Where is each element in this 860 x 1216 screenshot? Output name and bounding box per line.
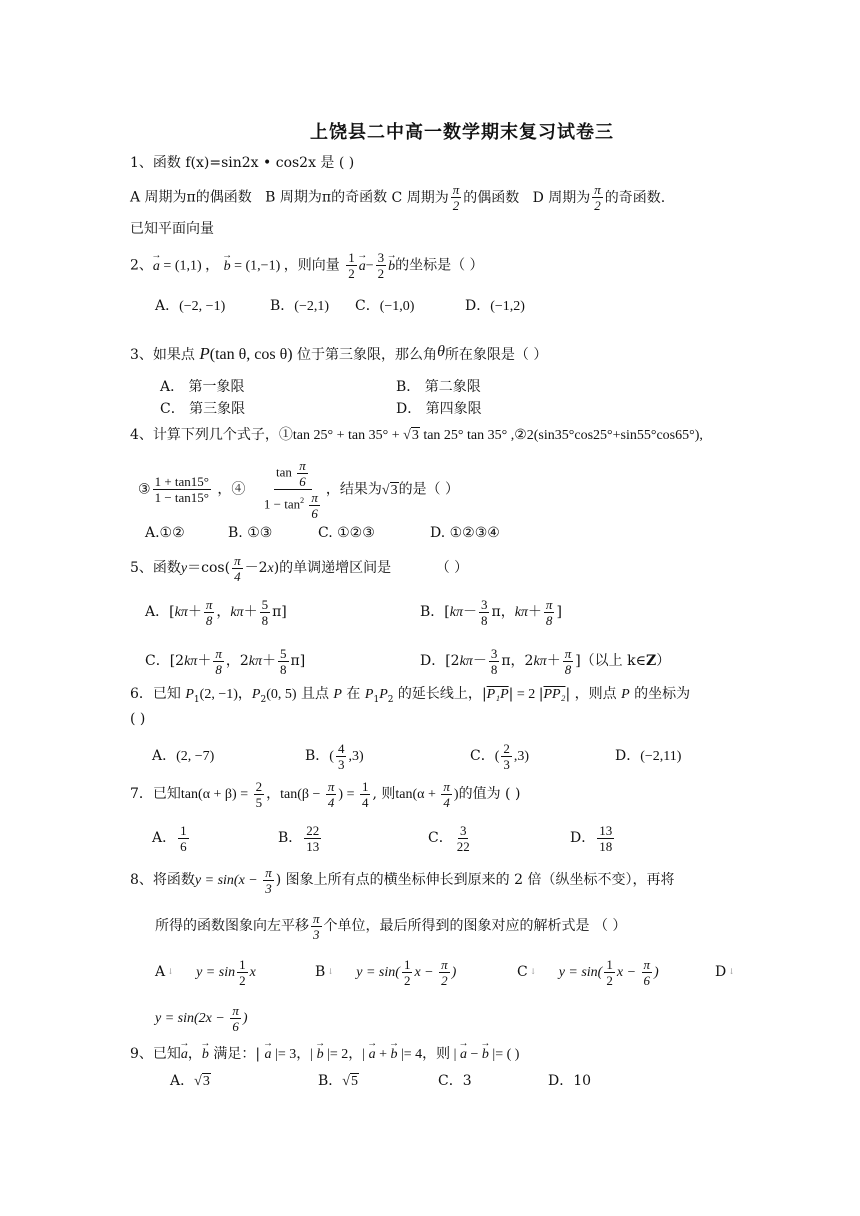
q8-option-a: A ↓ y = sin $\frac{1}{2}$ x [155, 956, 256, 988]
q7-option-a: A． $\frac{1}{6}$ [152, 822, 187, 854]
q8-stem-line2: 所得的函数图象向左平移 $\frac{\pi}{3}$ 个单位，最后所得到的图象对应的解析式是 （ ） [155, 910, 627, 942]
q9-option-d: D．10 [548, 1073, 592, 1089]
q3-option-c: C． 第三象限 [160, 401, 246, 417]
q4-stem: 4、计算下列几个式子，①tan 25° + tan 35° + √3 tan 25° tan 35° ,②2(sin35°cos25°+sin55°cos65°), [130, 427, 703, 443]
q5-stem: 5、函数y＝cos( $\frac{\pi}{4}$ －2x)的单调递增区间是 （ ） [130, 552, 469, 584]
q4-option-c: C. ①②③ [318, 525, 375, 541]
q9-option-a: A．√3 [170, 1073, 210, 1089]
q2-option-b: B．(−2,1) [270, 298, 330, 314]
q9-option-c: C．3 [438, 1073, 472, 1089]
q1-option-a: A 周期为π的偶函数 [130, 189, 252, 206]
q7-option-d: D． $\frac{13}{18}$ [570, 822, 613, 854]
q6-option-b: B．( $\frac{4}{3}$ ,3) [305, 740, 364, 772]
q7-option-b: B． $\frac{22}{13}$ [278, 822, 320, 854]
vector-b: → b [224, 258, 231, 276]
q9-option-b: B．√5 [318, 1073, 358, 1089]
q3-option-b: B． 第二象限 [396, 379, 481, 395]
page-title: 上饶县二中高一数学期末复习试卷三 [310, 122, 614, 143]
q1-option-b: B 周期为π的奇函数 [265, 189, 388, 206]
q8-option-c: C ↓ y = sin( $\frac{1}{2}$ x − $\frac{\pi}{6}$ ) [517, 956, 659, 988]
q5-option-b: B．[kπ－ $\frac{3}{8}$ π，kπ＋ $\frac{\pi}{8}$ ] [420, 596, 562, 628]
q6-stem: 6．已知 $P_1(2$, −1)，$P_2(0$, 5) 且点 P 在 $P_1P_2$ 的延长线上，|P₁P| = 2 |PP₂| ，则点 P 的坐标为 [130, 686, 691, 705]
q8-option-d-label: D ↓ [715, 964, 735, 980]
q2-option-a: A．(−2, −1) [155, 298, 226, 314]
q8-option-b: B ↓ y = sin( $\frac{1}{2}$ x − $\frac{\pi}{2}$ ) [315, 956, 457, 988]
q5-option-a: A．[kπ＋ $\frac{\pi}{8}$ ，kπ＋ $\frac{5}{8}$ π] [145, 596, 287, 628]
q1-options [130, 182, 665, 213]
q4-option-b: B. ①③ [228, 525, 273, 541]
q6-blank: ( ) [130, 711, 146, 727]
q8-option-d: y = sin(2x − $\frac{\pi}{6}$ ) [155, 1002, 248, 1034]
q1-option-d: D 周期为 $\frac{\pi}{2}$ 的奇函数. [532, 182, 666, 213]
q9-stem: 9、已知→ a，→ b 满足：| → a |= 3，| → b |= 2，| → a + → b |= 4，则 | → a − → b |= ( ) [130, 1045, 519, 1064]
q3-option-a: A． 第一象限 [160, 379, 245, 395]
q6-option-c: C．( $\frac{2}{3}$ ,3) [470, 740, 530, 772]
q2-stem: 2、→ a = (1,1) ， → b = (1,−1) ，则向量 $\frac{1}{2}$ → a− $\frac{3}{2}$ → b的坐标是（ ） [130, 250, 484, 281]
q3-stem: 3、如果点 P(tan θ, cos θ) 位于第三象限，那么角θ所在象限是（ ） [130, 343, 548, 363]
q4-option-a: A.①② [145, 525, 185, 541]
q2-option-d: D．(−1,2) [465, 298, 525, 314]
q4-option-d: D. ①②③④ [430, 525, 500, 541]
q5-option-d: D．[2kπ－ $\frac{3}{8}$ π，2kπ＋ $\frac{\pi}{8}$ ]（以上 k∈Z） [420, 645, 671, 677]
q7-stem: 7．已知tan(α + β) = $\frac{2}{5}$ ，tan(β − $\frac{\pi}{4}$ ) = $\frac{1}{4}$ , 则tan(α + $\frac{\pi}{4}$ )的值为 ( ) [130, 778, 521, 810]
q1-stem: 1、函数 f(x)=sin2x • cos2x 是 ( ) [130, 155, 355, 171]
vector-a: → a [153, 258, 160, 276]
q8-stem: 8、将函数y = sin(x − $\frac{\pi}{3}$ ) 图象上所有点的横坐标伸长到原来的 2 倍（纵坐标不变），再将 [130, 864, 675, 896]
q1-option-c: C 周期为 $\frac{\pi}{2}$ 的偶函数 [391, 182, 520, 213]
q5-option-c: C．[2kπ＋ $\frac{\pi}{8}$ ，2kπ＋ $\frac{5}{8}$ π] [145, 645, 306, 677]
q3-option-d: D． 第四象限 [396, 401, 482, 417]
q2-option-c: C．(−1,0) [355, 298, 415, 314]
q6-option-a: A．(2, −7) [152, 748, 215, 764]
q7-option-c: C． $\frac{3}{22}$ [428, 822, 470, 854]
q4-expressions: ③ $\frac{1 + \tan 15^\circ}{1 - \tan 15^\circ}$ ，④ tan $\frac{\pi}{6}$ $1 - \tan^2$ $\frac{\pi}{6}$ ，结果为√3的是（ ） [138, 458, 460, 521]
q2-intro: 已知平面向量 [130, 221, 214, 237]
q6-option-d: D．(−2,11) [615, 748, 682, 764]
